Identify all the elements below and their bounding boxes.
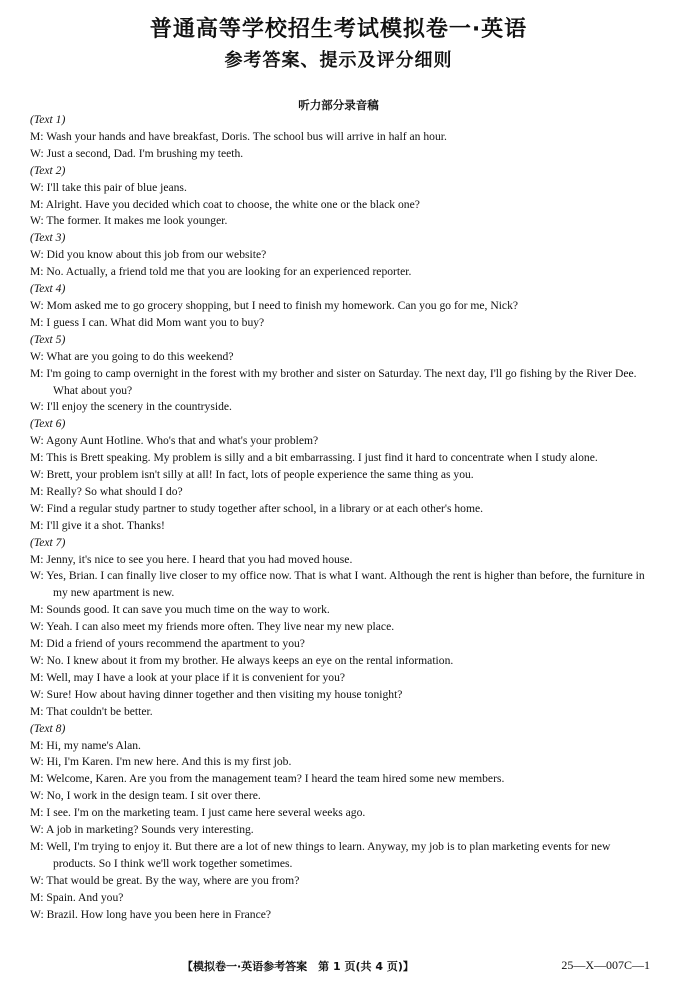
dialogue-line: W: Mom asked me to go grocery shopping, but I need to finish my homework. Can you go for me, Nick?: [30, 298, 519, 312]
dialogue-line: W: Sure! How about having dinner together and then visiting my house tonight?: [30, 687, 403, 701]
transcript-body: [30, 112, 652, 924]
text-label: (Text 6): [30, 417, 66, 431]
text-label: (Text 2): [30, 163, 66, 177]
dialogue-line: W: I'll enjoy the scenery in the countryside.: [30, 400, 232, 414]
dialogue-line: M: That couldn't be better.: [30, 704, 153, 718]
text-label: (Text 4): [30, 282, 66, 296]
dialogue-line: M: I'm going to camp overnight in the forest with my brother and sister on Saturday. The next day, I'll go fishing by the River Dee. What about you?: [30, 366, 637, 397]
dialogue-line: M: Well, may I have a look at your place if it is convenient for you?: [30, 670, 346, 684]
dialogue-line: M: I guess I can. What did Mom want you to buy?: [30, 315, 265, 329]
text-label: (Text 3): [30, 231, 66, 245]
dialogue-line: M: Did a friend of yours recommend the apartment to you?: [30, 637, 305, 651]
dialogue-line: W: The former. It makes me look younger.: [30, 214, 228, 228]
dialogue-line: M: I'll give it a shot. Thanks!: [30, 518, 165, 532]
dialogue-line: W: No. I knew about it from my brother. He always keeps an eye on the rental information.: [30, 654, 454, 667]
dialogue-line: M: Welcome, Karen. Are you from the management team? I heard the team hired some new members.: [30, 772, 505, 786]
dialogue-line: W: Yeah. I can also meet my friends more often. They live near my new place.: [30, 620, 395, 634]
document-title: 普通高等学校招生考试模拟卷一·英语: [149, 17, 528, 42]
dialogue-line: W: Yes, Brian. I can finally live closer to my office now. That is what I want. Although the rent is higher than before, the furniture in my new apartment is new.: [30, 569, 645, 600]
section-title: 听力部分录音稿: [298, 98, 379, 112]
text-label: (Text 5): [30, 332, 66, 346]
dialogue-line: W: Brazil. How long have you been here in France?: [30, 907, 272, 921]
dialogue-line: W: Brett, your problem isn't silly at all! In fact, lots of people experience the same thing as you.: [30, 468, 474, 482]
dialogue-line: W: Hi, I'm Karen. I'm new here. And this is my first job.: [30, 755, 292, 769]
dialogue-line: M: I see. I'm on the marketing team. I just came here several weeks ago.: [30, 806, 366, 820]
dialogue-line: W: I'll take this pair of blue jeans.: [30, 180, 187, 194]
dialogue-line: M: This is Brett speaking. My problem is silly and a bit embarrassing. I just find it hard to concentrate when I study alone.: [30, 451, 598, 465]
document-subtitle: 参考答案、提示及评分细则: [224, 50, 453, 71]
dialogue-line: W: That would be great. By the way, where are you from?: [30, 873, 300, 887]
dialogue-line: M: Jenny, it's nice to see you here. I heard that you had moved house.: [30, 552, 353, 566]
text-label: (Text 8): [30, 721, 66, 735]
dialogue-line: M: Alright. Have you decided which coat to choose, the white one or the black one?: [30, 197, 420, 211]
dialogue-line: M: Spain. And you?: [30, 890, 124, 904]
dialogue-line: W: Just a second, Dad. I'm brushing my teeth.: [30, 146, 244, 160]
dialogue-line: M: Really? So what should I do?: [30, 484, 183, 498]
text-label: (Text 7): [30, 535, 66, 549]
dialogue-line: W: Did you know about this job from our website?: [30, 248, 267, 262]
dialogue-line: W: No, I work in the design team. I sit over there.: [30, 789, 261, 803]
dialogue-line: W: What are you going to do this weekend?: [30, 349, 234, 363]
dialogue-line: M: Wash your hands and have breakfast, Doris. The school bus will arrive in half an hour.: [30, 129, 447, 143]
dialogue-line: M: Well, I'm trying to enjoy it. But there are a lot of new things to learn. Anyway, my job is to plan marketing events for new products. So I think we'll work together sometimes.: [30, 839, 611, 870]
dialogue-line: W: Agony Aunt Hotline. Who's that and what's your problem?: [30, 434, 319, 448]
footer-page-info: 【模拟卷一·英语参考答案 第 1 页(共 4 页)】: [182, 960, 414, 973]
footer-code: 25—X—007C—1: [561, 958, 650, 972]
dialogue-line: M: Hi, my name's Alan.: [30, 738, 141, 752]
dialogue-line: M: No. Actually, a friend told me that you are looking for an experienced reporter.: [30, 265, 412, 279]
page-footer: [0, 958, 677, 974]
dialogue-line: W: Find a regular study partner to study together after school, in a library or at each other's home.: [30, 501, 484, 515]
dialogue-line: M: Sounds good. It can save you much time on the way to work.: [30, 603, 330, 617]
dialogue-line: W: A job in marketing? Sounds very interesting.: [30, 823, 254, 837]
text-label: (Text 1): [30, 113, 66, 126]
